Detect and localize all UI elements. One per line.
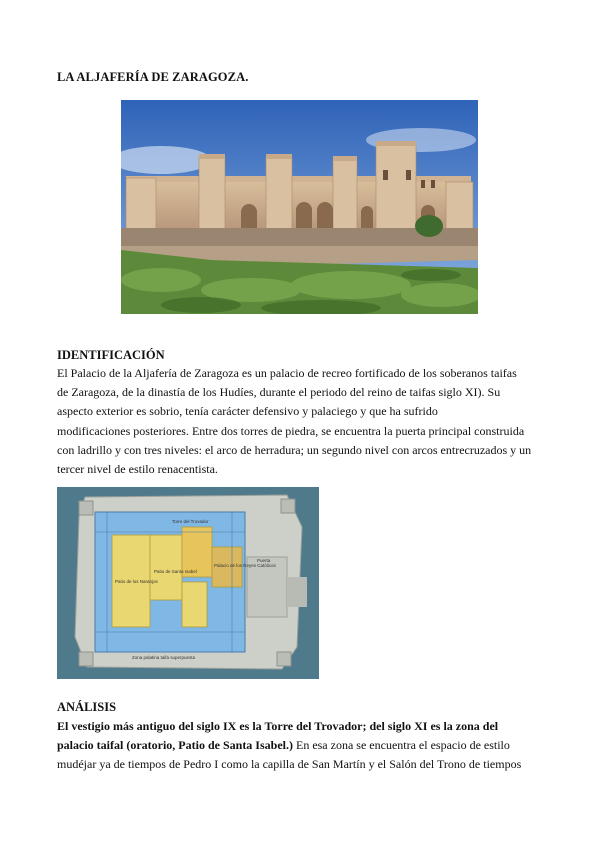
paragraph-line: con ladrillo y con tres niveles: el arco de herradura; un segundo nivel con arcos entrecruzados y un [57,442,532,457]
paragraph-line: El Palacio de la Aljafería de Zaragoza es un palacio de recreo fortificado de los soberanos taifas [57,366,517,380]
plan-label-palacio: Palacio de los Reyes Católicos [214,563,276,568]
paragraph-bold-fragment: palacio taifal (oratorio, Patio de Santa Isabel.) [57,738,293,753]
identificacion-paragraph [57,364,547,479]
floor-plan [57,487,319,679]
paragraph-line: tercer nivel de estilo renacentista. [57,462,218,477]
paragraph-line: modificaciones posteriores. Entre dos torres de piedra, se encuentra la puerta principal construida [57,423,525,438]
paragraph-line: mudéjar ya de tiempos de Pedro I como la capilla de San Martín y el Salón del Trono de tiempos [57,757,522,772]
plan-label-puerta: Puerta [257,558,271,563]
aljaferia-photo [121,100,478,314]
document-title: LA ALJAFERÍA DE ZARAGOZA. [57,70,249,84]
analisis-paragraph [57,717,547,775]
paragraph-fragment: En esa zona se encuentra el espacio de estilo [292,738,510,753]
paragraph-line: El vestigio más antiguo del siglo IX es la Torre del Trovador; del siglo XI es la zona del [57,719,499,733]
heading-analisis: ANÁLISIS [57,700,117,714]
plan-label-naranjos: Patio de los Naranjos [115,579,158,584]
plan-label-santa-isabel: Patio de Santa Isabel [154,569,197,574]
plan-caption: Zona palatina taifa superpuesta [132,655,196,660]
paragraph-line: aspecto exterior es sobrio, tenía carácter defensivo y palaciego y que ha sufrido [57,404,438,419]
heading-identificacion: IDENTIFICACIÓN [57,348,165,362]
plan-label-torre: Torre del Trovador [172,519,209,524]
paragraph-line: de Zaragoza, de la dinastía de los Hudíes, durante el periodo del reino de taifas siglo XI). Su [57,385,501,400]
